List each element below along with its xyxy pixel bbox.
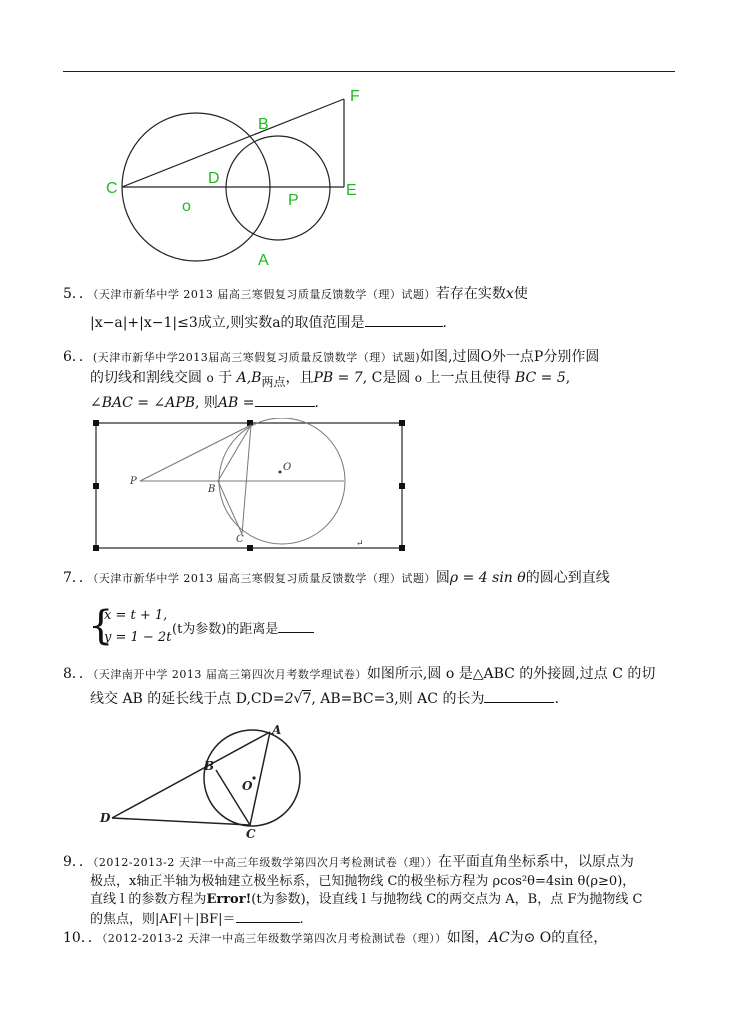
- q7-param-line: [172, 618, 314, 640]
- q6-source: (天津市新华中学2013届高三寒假复习质量反馈数学（理）试题): [92, 351, 420, 364]
- q8-number: 8．．: [63, 666, 93, 682]
- q9-number: 9．．: [63, 854, 93, 870]
- q10-ac: AC: [488, 930, 510, 946]
- label-C: C: [106, 180, 118, 197]
- fig2-label-C: C: [236, 534, 244, 545]
- q6-line2a: 的切线和割线交圆: [90, 370, 202, 386]
- q7-brace: {: [88, 603, 114, 649]
- q6-line1: [63, 347, 599, 368]
- q8-answer-blank[interactable]: [484, 688, 554, 703]
- q6-line2: [90, 368, 570, 388]
- q8-source: （天津南开中学 2013 届高三第四次月考数学理试卷）: [92, 668, 367, 681]
- q7-line1-tail: 圆: [435, 570, 450, 586]
- q5-number: 5．．: [63, 286, 93, 302]
- q9-line4a: 的焦点，则|AF|＋|BF|＝: [90, 912, 236, 927]
- q6-line2e: 上一点且使得: [426, 370, 511, 386]
- fig3-label-D: D: [100, 811, 111, 825]
- fig2-label-B: B: [208, 484, 216, 495]
- q7-param-text: (t为参数)的距离是: [172, 622, 279, 637]
- q6-ab-eq: AB =: [217, 395, 255, 411]
- q7-number: 7．．: [63, 570, 93, 586]
- q6-ab: A,B: [236, 370, 262, 386]
- q8-line2: [90, 688, 559, 709]
- q6-pb: PB = 7: [313, 370, 363, 386]
- q5-line1-end: 使: [513, 286, 528, 302]
- label-P: P: [288, 192, 299, 209]
- q8-line2b: , AB=BC=3,则 AC 的长为: [311, 691, 485, 707]
- label-B: B: [258, 116, 269, 133]
- q6-circle-o1: o: [206, 371, 214, 385]
- q7-answer-blank[interactable]: [278, 618, 314, 633]
- q6-line3: [90, 392, 319, 413]
- q6-line1-tail: 如图,过圆O外一点P分别作圆: [420, 349, 600, 365]
- label-E: E: [346, 182, 357, 199]
- q9-line2: 极点，x轴正半轴为极轴建立极坐标系，已知抛物线 C的极坐标方程为 ρcos²θ=4sin θ(ρ≥0)，: [90, 874, 636, 889]
- q6-answer-blank[interactable]: [255, 392, 315, 407]
- figure-tangent-secant: [90, 418, 410, 552]
- q6-line3b: , 则: [195, 395, 218, 411]
- q6-number: 6．．: [63, 349, 93, 365]
- fig3-label-C: C: [246, 827, 256, 840]
- fig2-label-P: P: [130, 476, 137, 487]
- fig2-return-mark: ↵: [356, 539, 364, 549]
- q5-line1: [63, 284, 528, 305]
- header-rule: [63, 71, 675, 72]
- q7-source: （天津市新华中学 2013 届高三寒假复习质量反馈数学（理）试题）: [92, 572, 436, 585]
- q6-angle-eq: ∠BAC = ∠APB: [90, 395, 196, 411]
- q9-end: .: [299, 912, 304, 927]
- q8-sqrt-sign: √: [293, 691, 303, 707]
- q8-line1: [63, 664, 655, 685]
- label-O: o: [182, 198, 191, 215]
- q9-line4: [90, 908, 304, 930]
- q9-line1: [63, 852, 634, 873]
- fig2-label-O: O: [283, 462, 292, 473]
- q10-line1-tail: 如图，: [446, 930, 489, 946]
- label-F: F: [350, 88, 360, 105]
- q10-line1: [63, 928, 607, 949]
- q9-line3: [90, 890, 642, 910]
- q6-line2b: 于: [218, 370, 233, 386]
- q9-line1-tail: 在平面直角坐标系中，以原点为: [437, 854, 634, 870]
- q7-system-1: x = t + 1,: [104, 608, 168, 623]
- q5-end: .: [442, 315, 447, 331]
- q8-line2a: 线交 AB 的延长线于点 D,CD=: [90, 691, 285, 707]
- q6-line2c: ，且: [285, 370, 314, 386]
- q5-line2-text: |x−a|+|x−1|≤3成立,则实数a的取值范围是: [90, 315, 365, 331]
- q9-line3a: 直线 l 的参数方程为: [90, 892, 207, 907]
- label-D: D: [208, 170, 220, 187]
- q9-line3b: (t为参数)，设直线 l 与抛物线 C的两交点为 A，B，点 F为抛物线 C: [251, 892, 643, 907]
- q5-var-x: x: [505, 286, 514, 302]
- q10-source: （2012-2013-2 天津一中高三年级数学第四次月考检测试卷（理））: [101, 932, 447, 945]
- q5-line1-tail: 若存在实数: [435, 286, 506, 302]
- q6-end: .: [314, 395, 319, 411]
- q5-line2: [90, 312, 447, 333]
- figure-circles-1: [100, 85, 370, 275]
- q6-line2-end: ,: [565, 370, 571, 386]
- fig3-label-O: O: [242, 779, 253, 793]
- q9-error-text: Error!: [206, 892, 252, 907]
- q10-number: 10．．: [63, 930, 102, 946]
- q5-source: （天津市新华中学 2013 届高三寒假复习质量反馈数学（理）试题）: [92, 288, 436, 301]
- q8-radicand: 7: [302, 691, 312, 707]
- q7-line1: [63, 568, 610, 589]
- fig3-label-B: B: [204, 759, 215, 773]
- q6-two-points: 两点: [261, 375, 286, 389]
- q8-line1-tail: 如图所示,圆 o 是△ABC 的外接圆,过点 C 的切: [366, 666, 656, 682]
- q8-coef: 2: [284, 691, 294, 707]
- q6-bc: BC = 5: [514, 370, 566, 386]
- q10-line1-end: 为⊙ O的直径，: [509, 930, 608, 946]
- q6-line2d: , C是圆: [362, 370, 411, 386]
- q7-formula: ρ = 4 sin θ: [449, 570, 526, 586]
- q8-end: .: [554, 691, 559, 707]
- q9-source: （2012-2013-2 天津一中高三年级数学第四次月考检测试卷（理））: [92, 856, 438, 869]
- label-A: A: [258, 252, 269, 269]
- q5-answer-blank[interactable]: [365, 312, 443, 327]
- q7-line1-end: 的圆心到直线: [525, 570, 610, 586]
- fig3-label-A: A: [272, 723, 282, 737]
- q9-answer-blank[interactable]: [236, 908, 300, 923]
- q6-circle-o2: o: [414, 371, 423, 385]
- figure-circumcircle: [98, 722, 310, 840]
- q7-system-2: y = 1 − 2t: [104, 630, 172, 645]
